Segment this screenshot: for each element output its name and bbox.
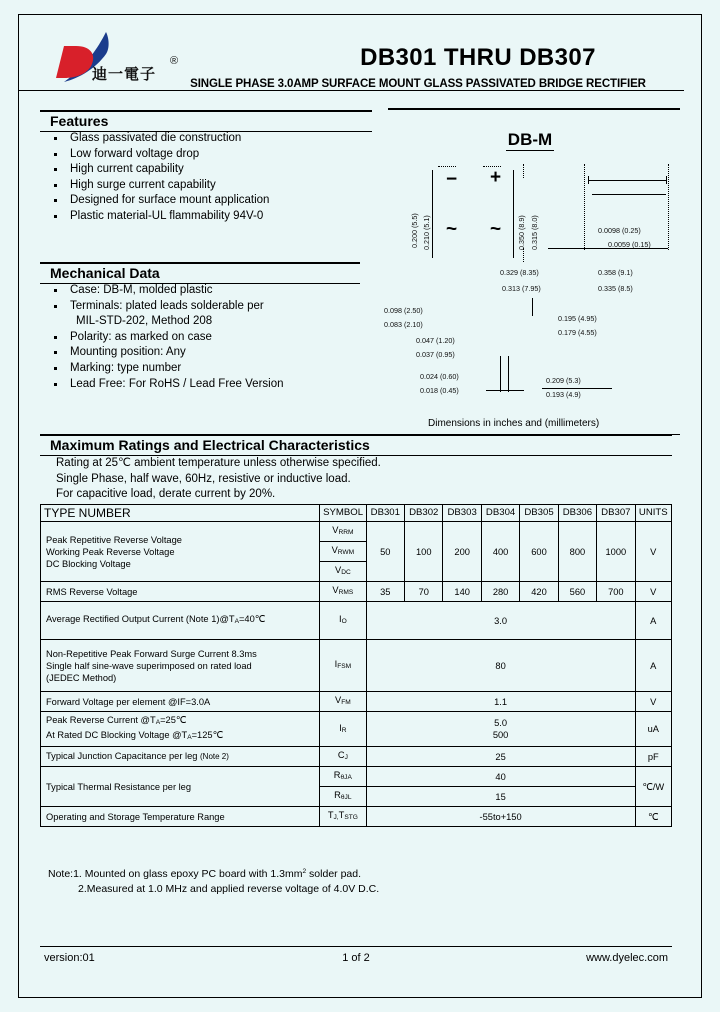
col-db301: DB301 — [366, 505, 404, 522]
list-item: Low forward voltage drop — [40, 147, 370, 163]
symbol-rthjl: RθJL — [320, 787, 367, 807]
unit-celsius: ℃ — [635, 807, 671, 827]
row-rms-desc: RMS Reverse Voltage — [41, 582, 320, 602]
topview-dim-tick-right-bottom — [523, 248, 524, 262]
sideview-line-top — [588, 180, 666, 181]
desc-line: Peak Repetitive Reverse Voltage — [46, 534, 182, 545]
dim-body-length-min: 0.335 (8.5) — [598, 284, 633, 293]
page-title: DB301 THRU DB307 — [360, 44, 596, 71]
value-db303: 200 — [443, 522, 481, 582]
ratings-intro — [56, 456, 616, 503]
polarity-plus-symbol: + — [490, 167, 502, 188]
row-reverse-voltage-desc — [41, 522, 320, 582]
value-db305: 600 — [520, 522, 558, 582]
symbol-vrwm: VRWM — [320, 542, 367, 562]
row-thermal-resistance-desc: Typical Thermal Resistance per leg — [41, 767, 320, 807]
value-line: 5.0 — [494, 718, 508, 728]
ratings-intro-line-2: Single Phase, half wave, 60Hz, resistive or inductive load. — [56, 472, 351, 485]
value-rms-db305: 420 — [520, 582, 558, 602]
desc-line: Single half sine-wave superimposed on rated load — [46, 660, 252, 671]
package-top-rule — [388, 108, 680, 110]
footnote-1: Note:1. Mounted on glass epoxy PC board with $1.3mm^2$ solder pad. — [48, 868, 362, 880]
desc-line: Working Peak Reverse Voltage — [46, 546, 175, 557]
col-symbol: SYMBOL — [320, 505, 367, 522]
value-db306: 800 — [558, 522, 596, 582]
col-db304: DB304 — [481, 505, 519, 522]
unit-thermal: ℃/W — [635, 767, 671, 807]
sideview-line-mid — [592, 194, 666, 195]
page-subtitle: SINGLE PHASE 3.0AMP SURFACE MOUNT GLASS PASSIVATED BRIDGE RECTIFIER — [190, 78, 646, 90]
col-db303: DB303 — [443, 505, 481, 522]
value-temperature-range: -55to+150 — [366, 807, 635, 827]
footnotes — [48, 864, 548, 897]
topview-dim-tick-right-top — [523, 164, 524, 178]
value-reverse-current — [366, 712, 635, 747]
value-db302: 100 — [405, 522, 443, 582]
value-rms-db301: 35 — [366, 582, 404, 602]
symbol-io: IO — [320, 602, 367, 640]
table-row — [41, 522, 672, 542]
website-link[interactable]: www.dyelec.com — [586, 952, 668, 964]
value-rthjl: 15 — [366, 787, 635, 807]
ratings-intro-line-3: For capacitive load, derate current by 20%. — [56, 488, 276, 500]
dim-pitch-min: 0.179 (4.55) — [558, 328, 597, 337]
unit-forward-voltage: V — [635, 692, 671, 712]
table-row — [41, 712, 672, 747]
dim-body-width-max: 0.329 (8.35) — [500, 268, 539, 277]
features-list — [40, 131, 370, 225]
page-footer — [40, 952, 672, 970]
value-rms-db307: 700 — [597, 582, 635, 602]
col-db305: DB305 — [520, 505, 558, 522]
ac-symbol-right: ~ — [490, 219, 502, 240]
row-avg-current-desc: Average Rectified Output Current (Note 1)@TA=40℃ — [41, 602, 320, 640]
registered-mark: ® — [170, 55, 179, 67]
list-item: Plastic material-UL flammability 94V-0 — [40, 209, 370, 225]
unit-amps: A — [635, 602, 671, 640]
symbol-vdc: VDC — [320, 562, 367, 582]
list-item: Marking: type number — [40, 361, 370, 377]
dim-span-max: 0.209 (5.3) — [546, 376, 581, 385]
value-rms-db302: 70 — [405, 582, 443, 602]
symbol-vrrm: VRRM — [320, 522, 367, 542]
logo-chinese-text: 迪一電子 — [92, 65, 157, 83]
symbol-ifsm: IFSM — [320, 640, 367, 692]
list-item: Designed for surface mount application — [40, 193, 370, 209]
value-db301: 50 — [366, 522, 404, 582]
dim-span-rule — [542, 388, 612, 389]
dim-top-right-2: 0.0059 (0.15) — [608, 240, 651, 249]
symbol-ir: IR — [320, 712, 367, 747]
value-rms-db303: 140 — [443, 582, 481, 602]
dim-left-inner: 0.210 (5.1) — [422, 215, 431, 250]
max-ratings-heading: Maximum Ratings and Electrical Characteristics — [40, 434, 672, 456]
footnote-2: 2.Measured at 1.0 MHz and applied reverse voltage of 4.0V D.C. — [78, 883, 380, 895]
features-heading: Features — [40, 110, 372, 132]
table-row — [41, 640, 672, 692]
col-type-number: TYPE NUMBER — [41, 505, 320, 522]
list-item: Terminals: plated leads solderable per — [40, 299, 370, 315]
unit-volts: V — [635, 522, 671, 582]
topview-dim-tick-top-a — [438, 166, 456, 167]
package-name: DB-M — [507, 130, 553, 149]
col-units: UNITS — [635, 505, 671, 522]
sideview-right-dash — [668, 164, 669, 250]
ratings-table — [40, 504, 672, 827]
desc-line: Non-Repetitive Peak Forward Surge Current 8.3ms — [46, 648, 257, 659]
list-item: High current capability — [40, 162, 370, 178]
list-item: Lead Free: For RoHS / Lead Free Version — [40, 377, 370, 393]
symbol-vfm: VFM — [320, 692, 367, 712]
table-row — [41, 692, 672, 712]
list-item: Mounting position: Any — [40, 345, 370, 361]
row-forward-voltage-desc: Forward Voltage per element @IF=3.0A — [41, 692, 320, 712]
table-row — [41, 767, 672, 787]
symbol-rthja: RθJA — [320, 767, 367, 787]
header-divider — [18, 90, 684, 91]
dim-body-length-max: 0.358 (9.1) — [598, 268, 633, 277]
symbol-vrms: VRMS — [320, 582, 367, 602]
list-item: High surge current capability — [40, 178, 370, 194]
value-db304: 400 — [481, 522, 519, 582]
table-row — [41, 602, 672, 640]
unit-surge: A — [635, 640, 671, 692]
list-item: Polarity: as marked on case — [40, 330, 370, 346]
table-row — [41, 747, 672, 767]
value-rms-db304: 280 — [481, 582, 519, 602]
dimension-units-note: Dimensions in inches and (millimeters) — [428, 418, 600, 429]
dim-mid-inner: 0.315 (8.0) — [530, 215, 539, 250]
symbol-tj-tstg: TJ,TSTG — [320, 807, 367, 827]
sideview-tick-right — [666, 176, 667, 184]
unit-rms: V — [635, 582, 671, 602]
symbol-cj: CJ — [320, 747, 367, 767]
value-avg-current: 3.0 — [366, 602, 635, 640]
col-db306: DB306 — [558, 505, 596, 522]
ac-symbol-left: ~ — [446, 219, 458, 240]
row-temperature-range-desc: Operating and Storage Temperature Range — [41, 807, 320, 827]
desc-line: (JEDEC Method) — [46, 672, 117, 683]
value-forward-voltage: 1.1 — [366, 692, 635, 712]
dim-pitch-max: 0.195 (4.95) — [558, 314, 597, 323]
row-junction-capacitance-desc: Typical Junction Capacitance per leg (Note 2) — [41, 747, 320, 767]
value-rthja: 40 — [366, 767, 635, 787]
sideview-tick-left — [588, 176, 589, 184]
footer-divider — [40, 946, 672, 947]
col-db302: DB302 — [405, 505, 443, 522]
polarity-minus-symbol: − — [446, 169, 458, 190]
dim-thickness-max: 0.024 (0.60) — [420, 372, 459, 381]
topview-right-edge — [513, 170, 514, 258]
row-reverse-current-desc — [41, 712, 320, 747]
dim-span-min: 0.193 (4.9) — [546, 390, 581, 399]
value-surge-current: 80 — [366, 640, 635, 692]
list-item: Glass passivated die construction — [40, 131, 370, 147]
value-junction-capacitance: 25 — [366, 747, 635, 767]
dim-lead-thick-max: 0.098 (2.50) — [384, 306, 423, 315]
dim-left-outer: 0.200 (5.5) — [410, 213, 419, 248]
dim-mid-outer: 0.350 (8.9) — [517, 215, 526, 250]
col-db307: DB307 — [597, 505, 635, 522]
sideview-left-dash — [584, 164, 585, 250]
dim-foot-min: 0.037 (0.95) — [416, 350, 455, 359]
dim-lead-thick-min: 0.083 (2.10) — [384, 320, 423, 329]
unit-microamps: uA — [635, 712, 671, 747]
ratings-intro-line-1: Rating at 25℃ ambient temperature unless otherwise specified. — [56, 457, 381, 469]
page-header — [28, 26, 692, 98]
leadview-line-a — [500, 356, 501, 392]
list-item: Case: DB-M, molded plastic — [40, 283, 370, 299]
desc-line: At Rated DC Blocking Voltage @TA=125℃ — [46, 730, 224, 741]
document-version: version:01 — [44, 952, 95, 964]
page-number: 1 of 2 — [342, 952, 370, 964]
dim-body-width-min: 0.313 (7.95) — [502, 284, 541, 293]
value-db307: 1000 — [597, 522, 635, 582]
mechanical-data-list — [40, 283, 370, 392]
value-line: 500 — [492, 730, 509, 740]
leadview-line-b — [508, 356, 509, 392]
topview-left-edge — [432, 170, 433, 258]
unit-picofarad: pF — [635, 747, 671, 767]
dim-right-tick — [532, 298, 533, 316]
dim-thickness-min: 0.018 (0.45) — [420, 386, 459, 395]
list-item-continuation: MIL-STD-202, Method 208 — [76, 315, 213, 328]
table-row — [41, 807, 672, 827]
desc-line: DC Blocking Voltage — [46, 558, 131, 569]
desc-line: Peak Reverse Current @TA=25℃ — [46, 715, 187, 726]
dim-top-right-1: 0.0098 (0.25) — [598, 226, 641, 235]
dim-foot-max: 0.047 (1.20) — [416, 336, 455, 345]
leadview-base — [486, 390, 524, 391]
table-row — [41, 582, 672, 602]
row-surge-current-desc — [41, 640, 320, 692]
package-drawing — [380, 108, 680, 433]
table-header-row — [41, 505, 672, 522]
mechanical-data-heading: Mechanical Data — [40, 262, 360, 284]
value-rms-db306: 560 — [558, 582, 596, 602]
